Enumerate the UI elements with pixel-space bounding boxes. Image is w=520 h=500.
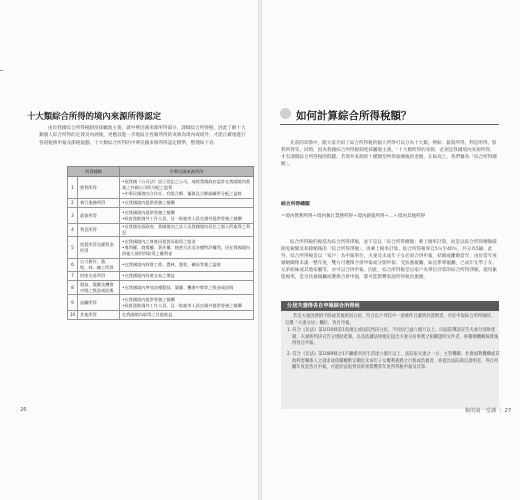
table-row	[68, 208, 254, 224]
domestic-source-description: •在我國境內提供勞務之報酬	[120, 199, 254, 208]
row-number: 3	[68, 208, 78, 224]
left-page-number: 26	[20, 407, 27, 413]
table-row	[68, 199, 254, 208]
income-type: 營利所得	[78, 177, 120, 199]
row-number: 8	[68, 281, 78, 295]
income-type: 競技、競賽及機會中獎之獎金或給與	[78, 281, 120, 295]
left-page-title: 十大類綜合所得的境內來源所得認定	[27, 111, 161, 121]
table-row	[68, 281, 254, 295]
row-number: 4	[68, 224, 78, 237]
row-number: 5	[68, 237, 78, 259]
right-paragraph-2: 綜合所得稅的稅基為綜合所得淨額，並不是以「綜合所得總額」乘上稅率計算，而是以綜合所得總額減除免稅額及扣除額後的「綜合所得淨額」，再乘上稅率計算。綜合所得稅率自5％至40％，共分為5級。此外，綜合所得稅是以「家戶」為申報單位，夫妻及未成年子女必須合併申報，結婚或離婚當年，由於當年度婚姻關係未滿一整年度，雙方可選擇合併申報或分開申報；受扶養親屬，如直系尊親屬，已成年在學子女、兄弟姐妹或其他家屬等，亦可以合併申報。因此，綜合所得稅是以家戶為單位計算的綜合所得淨額，適用累進稅率，是否扶養親屬或選擇合併申報，都可能影響家庭所得稅負擔額。	[281, 240, 497, 281]
income-type: 執行業務所得	[78, 199, 120, 208]
domestic-source-description: 在我國境內取得之其他收益	[120, 311, 254, 320]
right-page-number: 稅的第一堂課 ｜ 27	[465, 408, 512, 414]
table-row	[68, 259, 254, 272]
domestic-source-description: •在我國境內之財產因租賃而取得之租金 •專利權、商標權、著作權、秘密方法及各種特許權利，因在我國境內供他人使用所取得之權利金	[120, 237, 254, 259]
income-type: 自力耕作、漁、牧、林、礦之所得	[78, 259, 120, 272]
domestic-source-description: •在我國境內經營工商、農林、漁牧、礦冶等業之盈餘	[120, 259, 254, 272]
right-page-title: 如何計算綜合所得稅額？	[296, 110, 412, 122]
domestic-source-description: •自我國各級政府、我國境內之法人及我國境內居住之個人所取得之利息	[120, 224, 254, 237]
bullet-circle-icon	[280, 108, 291, 119]
row-number: 10	[68, 311, 78, 320]
gross-income-formula: ＝境內營利所得＋境內執行業務所得＋境內薪資所得＋…＋境內其他所得	[281, 214, 425, 219]
sidebar-box-item-1: 1. 符合《民法》第1010條第1項規定或法院判決分居，不同居已逾六個月以上，向法院聲請宣告夫妻分別財產制、夫妻經判決宣告分別財產制，以及依據法律規定提出夫妻分居事實之相關證明文件者，經稽徵機關核實後得各自申報。	[287, 328, 499, 347]
income-type: 薪資所得	[78, 208, 120, 224]
edge-mark	[0, 70, 3, 71]
income-type: 財產交易所得	[78, 272, 120, 281]
table-header-source: 中華民國來源所得	[120, 167, 254, 177]
title-divider	[280, 124, 499, 125]
row-number: 6	[68, 259, 78, 272]
income-type: 退職所得	[78, 295, 120, 311]
row-number: 1	[68, 177, 78, 199]
domestic-source-description: •在我國境內提供勞務之報酬 •政府派駐國外工作人員，及一般雇用人員在國外提供勞務之報酬	[120, 208, 254, 224]
domestic-source-description: •在我國境內財產交易之增益	[120, 272, 254, 281]
income-type: 租賃所得及權利金所得	[78, 237, 120, 259]
table-row	[68, 177, 254, 199]
row-number: 9	[68, 295, 78, 311]
sidebar-box-item-2: 2. 符合《民法》第1089條之1不繼續共同生活達六個月以上，法院依夫妻之一方、主管機關、社會福利機構或其他利害關係人之請求或依職權酌定關於未成年子女權利義務之行使或負擔者，經提出法院裁定證明者，得自所屬年度起各自申報，可能的法院判決結果影響當年度所得稅申報及計算。	[287, 352, 500, 371]
gross-income-heading: 綜合所得總額	[281, 202, 310, 207]
table-row	[68, 311, 254, 320]
right-paragraph-1: 先前的章節中，跟大家介紹了綜合所得稅的個人所得可以分為十大類，例如：薪資所得、利息所得、股利所得等。同時，因為我國綜合所得稅制度採屬地主義，「十大類所得的來源，必須是我國境內來源所得，才有課徵綜合所得稅的問題。若境外來源的十種類型所得加總後的金額，在較高上，我們稱為「綜合所得總額」。	[281, 141, 497, 168]
table-body	[68, 177, 254, 320]
income-type: 利息所得	[78, 224, 120, 237]
table-row	[68, 272, 254, 281]
row-number: 7	[68, 272, 78, 281]
income-type: 其他所得	[78, 311, 120, 320]
domestic-source-description: •依我國《公司法》設立登記之公司，或經我國政府認許在我國境內營業之外國公司所分配之股利 •中華民國境內合作社、有限合夥、獨資及合夥組織所分配之盈餘	[120, 177, 254, 199]
table-row	[68, 224, 254, 237]
domestic-source-description: •在我國境內提供勞務之報酬 •政府派駐國外工作人員，及一般雇用人員在國外提供勞務之報酬	[120, 295, 254, 311]
table-row	[68, 295, 254, 311]
left-page-intro: 由於我國綜合所得稅制度採屬地主義，就中華民國來源所得部分，課徵綜合所得稅，因此了解十大類個人綜合所得的定義及內涵後，更應該進一步地區分各類所得的來源為境內或境外，才能正確地進行各項稅務申報及節稅規劃。十大類綜合所得的中華民國來源所得認定標準，整理如下表：	[39, 126, 246, 146]
domestic-source-description: •在我國境內參加各種競技、競賽、機會中獎等之獎金或給與	[120, 281, 254, 295]
row-number: 2	[68, 199, 78, 208]
sidebar-box-title: 分居夫妻得各自申報綜合所得稅	[281, 301, 499, 311]
sidebar-box-intro: 若是夫妻因感情不睦或其他原因分居，符合以下列其中一項條件且載明於證明者，可於申報綜合所得稅時，勾選「夫妻分居」欄位，各自申報。	[285, 314, 495, 326]
income-source-table	[67, 166, 254, 320]
table-header-type: 所得種類	[68, 167, 120, 177]
table-row	[68, 237, 254, 259]
table-header-row	[68, 167, 254, 177]
